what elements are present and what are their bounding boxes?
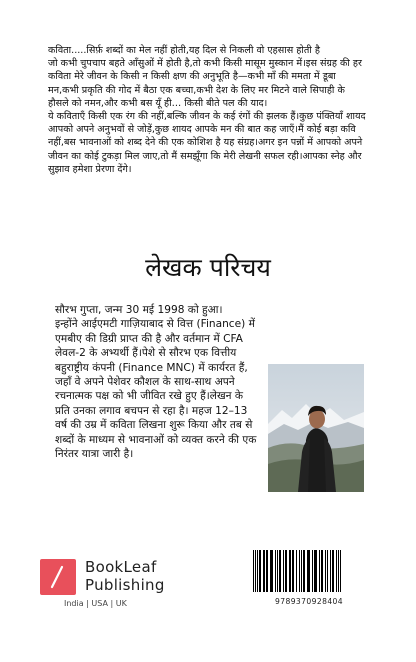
publisher-regions: India | USA | UK	[64, 599, 127, 608]
publisher-name-line1: BookLeaf	[85, 558, 157, 576]
isbn-barcode	[253, 550, 378, 592]
publisher-logo-mark	[40, 559, 76, 595]
author-bio: सौरभ गुप्ता, जन्म 30 मई 1998 को हुआ। इन्होंने आईएमटी गाज़ियाबाद से वित्त (Finance) में एमबीए की डिग्री प्राप्त की है और वर्तमान में CFA लेवल-2 के अभ्यर्थी हैं।पेशे से सौरभ एक वित्तीय बहुराष्ट्रीय कंपनी (Finance MNC) में कार्यरत हैं, जहाँ वे अपने पेशेवर कौशल के साथ-साथ अपने रचनात्मक पक्ष को भी जीवित रखे हुए हैं।लेखन के प्रति उनका लगाव बचपन से रहा है। महज 12–13 वर्ष की उम्र में कविता लिखना शुरू किया और तब से शब्दों के माध्यम से भावनाओं को व्यक्त करने की एक निरंतर यात्रा जारी है।	[55, 304, 257, 461]
author-intro-heading: लेखक परिचय	[145, 253, 271, 282]
publisher-name-line2: Publishing	[85, 576, 165, 594]
isbn-number: 9789370928404	[275, 597, 344, 606]
publisher-logo	[40, 559, 220, 595]
back-cover-blurb: कविता.....सिर्फ़ शब्दों का मेल नहीं होती,यह दिल से निकली वो एहसास होती है जो कभी चुपचाप बहते आँसुओं में होती है,तो कभी किसी मासूम मुस्कान में।इस संग्रह की हर कविता मेरे जीवन के किसी न किसी क्षण की अनुभूति है—कभी माँ की ममता में डूबा मन,कभी प्रकृति की गोद में बैठा एक बच्चा,कभी देश के लिए मर मिटने वाले सिपाही के हौसले को नमन,और कभी बस यूँ ही… किसी बीते पल की याद। ये कविताएँ किसी एक रंग की नहीं,बल्कि जीवन के कई रंगों की झलक हैं।कुछ पंक्तियाँ शायद आपको अपने अनुभवों से जोड़ें,कुछ शायद आपके मन की बात कह जाएँ।मैं कोई बड़ा कवि नहीं,बस भावनाओं को शब्द देने की एक कोशिश है यह संग्रह।अगर इन पन्नों में आपको अपने जीवन का कोई टुकड़ा मिल जाए,तो मैं समझूँगा कि मेरी लेखनी सफल रही।आपका स्नेह और सुझाव हमेशा प्रेरणा देंगे।	[48, 45, 366, 175]
author-photo	[268, 364, 364, 492]
